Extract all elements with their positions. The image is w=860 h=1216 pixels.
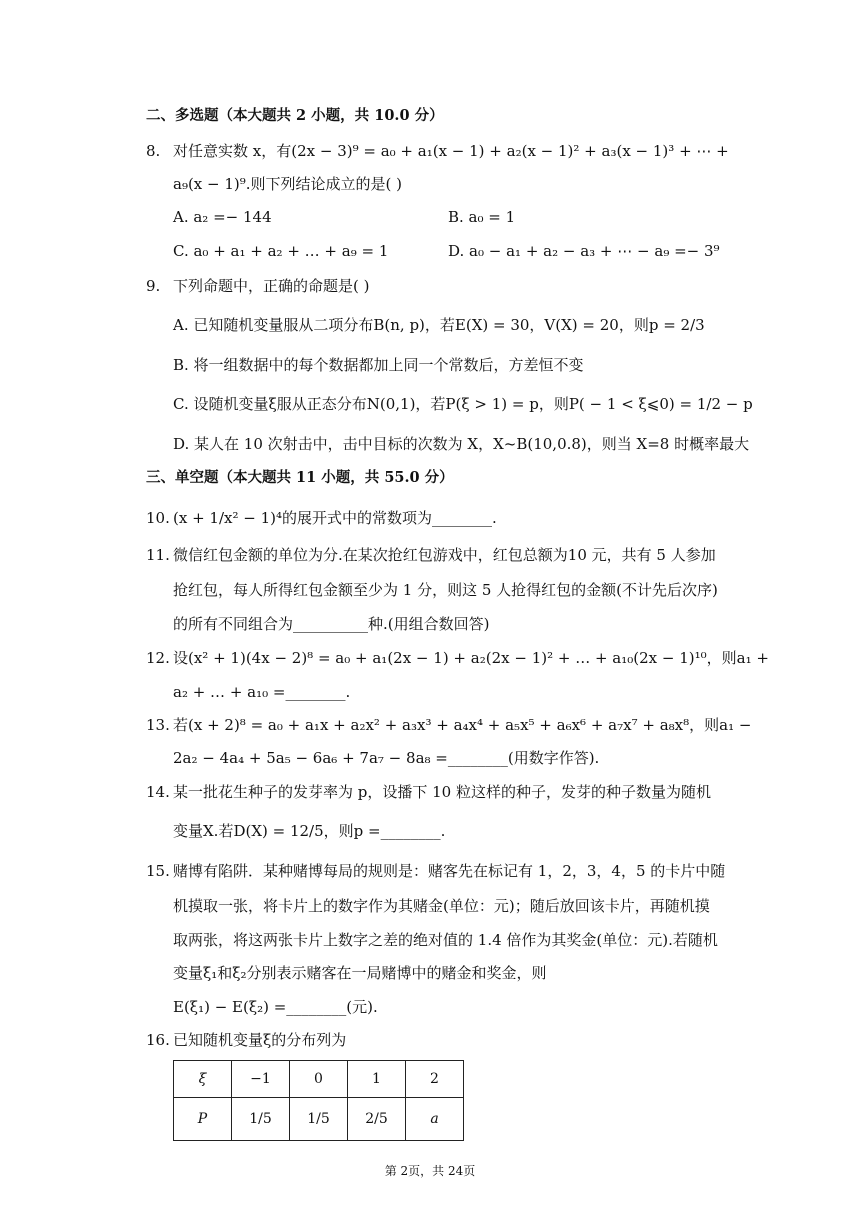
table-cell: 0 [290,1061,348,1098]
table-cell: 2 [406,1061,464,1098]
question-8-option-a: A. a₂ =− 144 [173,208,272,226]
question-15-line2: 机摸取一张，将卡片上的数字作为其赌金(单位：元)；随后放回该卡片，再随机摸 [173,897,710,915]
distribution-table [173,1060,464,1141]
question-15-line3: 取两张，将这两张卡片上数字之差的绝对值的 1.4 倍作为其奖金(单位：元).若随机 [173,931,718,949]
question-12-line1: 设(x² + 1)(4x − 2)⁸ = a₀ + a₁(2x − 1) + a₂(2x − 1)² + … + a₁₀(2x − 1)¹⁰，则a₁ + [173,649,769,667]
question-15-line4: 变量ξ₁和ξ₂分别表示赌客在一局赌博中的赌金和奖金，则 [173,964,547,982]
question-9-option-b: B. 将一组数据中的每个数据都加上同一个常数后，方差恒不变 [173,356,584,374]
table-row [174,1098,464,1141]
question-16-line1: 已知随机变量ξ的分布列为 [173,1031,347,1049]
question-15-line1: 赌博有陷阱．某种赌博每局的规则是：赌客先在标记有 1，2，3，4，5 的卡片中随 [173,862,726,880]
page-footer: 第 2页，共 24页 [384,1164,476,1178]
question-11-number: 11. [146,546,170,564]
table-row [174,1061,464,1098]
question-13-line1: 若(x + 2)⁸ = a₀ + a₁x + a₂x² + a₃x³ + a₄x⁴ + a₅x⁵ + a₆x⁶ + a₇x⁷ + a₈x⁸，则a₁ − [173,716,752,734]
question-12-number: 12. [146,649,170,667]
question-13-number: 13. [146,716,170,734]
question-9-number: 9. [146,277,161,295]
section-heading-multiple-choice: 二、多选题（本大题共 2 小题，共 10.0 分） [146,107,444,124]
table-cell: −1 [232,1061,290,1098]
table-cell: 1 [348,1061,406,1098]
question-15-line5: E(ξ₁) − E(ξ₂) =________(元). [173,998,378,1016]
question-11-line2: 抢红包，每人所得红包金额至少为 1 分，则这 5 人抢得红包的金额(不计先后次序) [173,581,718,599]
question-8-option-c: C. a₀ + a₁ + a₂ + … + a₉ = 1 [173,242,389,260]
question-8-number: 8. [146,142,161,160]
table-cell: P [174,1098,232,1141]
question-9-stem: 下列命题中，正确的命题是( ) [173,277,370,295]
question-9-option-a: A. 已知随机变量服从二项分布B(n, p)，若E(X) = 30，V(X) = 20，则p = 2/3 [173,316,705,334]
question-14-line2: 变量X.若D(X) = 12/5，则p =________. [173,822,446,840]
question-9-option-d: D. 某人在 10 次射击中，击中目标的次数为 X，X~B(10,0.8)，则当 X=8 时概率最大 [173,435,750,453]
table-cell: 2/5 [348,1098,406,1141]
table-cell: 1/5 [290,1098,348,1141]
question-14-line1: 某一批花生种子的发芽率为 p，设播下 10 粒这样的种子，发芽的种子数量为随机 [173,783,711,801]
question-11-line1: 微信红包金额的单位为分.在某次抢红包游戏中，红包总额为10 元，共有 5 人参加 [173,546,716,564]
question-12-line2: a₂ + … + a₁₀ =________. [173,683,351,701]
question-8-line2: a₉(x − 1)⁹.则下列结论成立的是( ) [173,175,403,193]
table-cell: a [406,1098,464,1141]
question-10-number: 10. [146,509,170,527]
table-cell: ξ [174,1061,232,1098]
question-8-line1: 对任意实数 x，有(2x − 3)⁹ = a₀ + a₁(x − 1) + a₂(x − 1)² + a₃(x − 1)³ + ⋯ + [173,142,729,160]
question-9-option-c: C. 设随机变量ξ服从正态分布N(0,1)，若P(ξ > 1) = p，则P( − 1 < ξ⩽0) = 1/2 − p [173,395,753,413]
question-15-number: 15. [146,862,170,880]
table-cell: 1/5 [232,1098,290,1141]
section-heading-fill-in: 三、单空题（本大题共 11 小题，共 55.0 分） [146,469,454,486]
question-16-number: 16. [146,1031,170,1049]
question-13-line2: 2a₂ − 4a₄ + 5a₅ − 6a₆ + 7a₇ − 8a₈ =________(用数字作答). [173,749,600,767]
question-8-option-b: B. a₀ = 1 [448,208,516,226]
question-14-number: 14. [146,783,170,801]
question-11-line3: 的所有不同组合为__________种.(用组合数回答) [173,615,490,633]
question-10-line1: (x + 1/x² − 1)⁴的展开式中的常数项为________. [173,509,497,527]
question-8-option-d: D. a₀ − a₁ + a₂ − a₃ + ⋯ − a₉ =− 3⁹ [448,242,720,260]
